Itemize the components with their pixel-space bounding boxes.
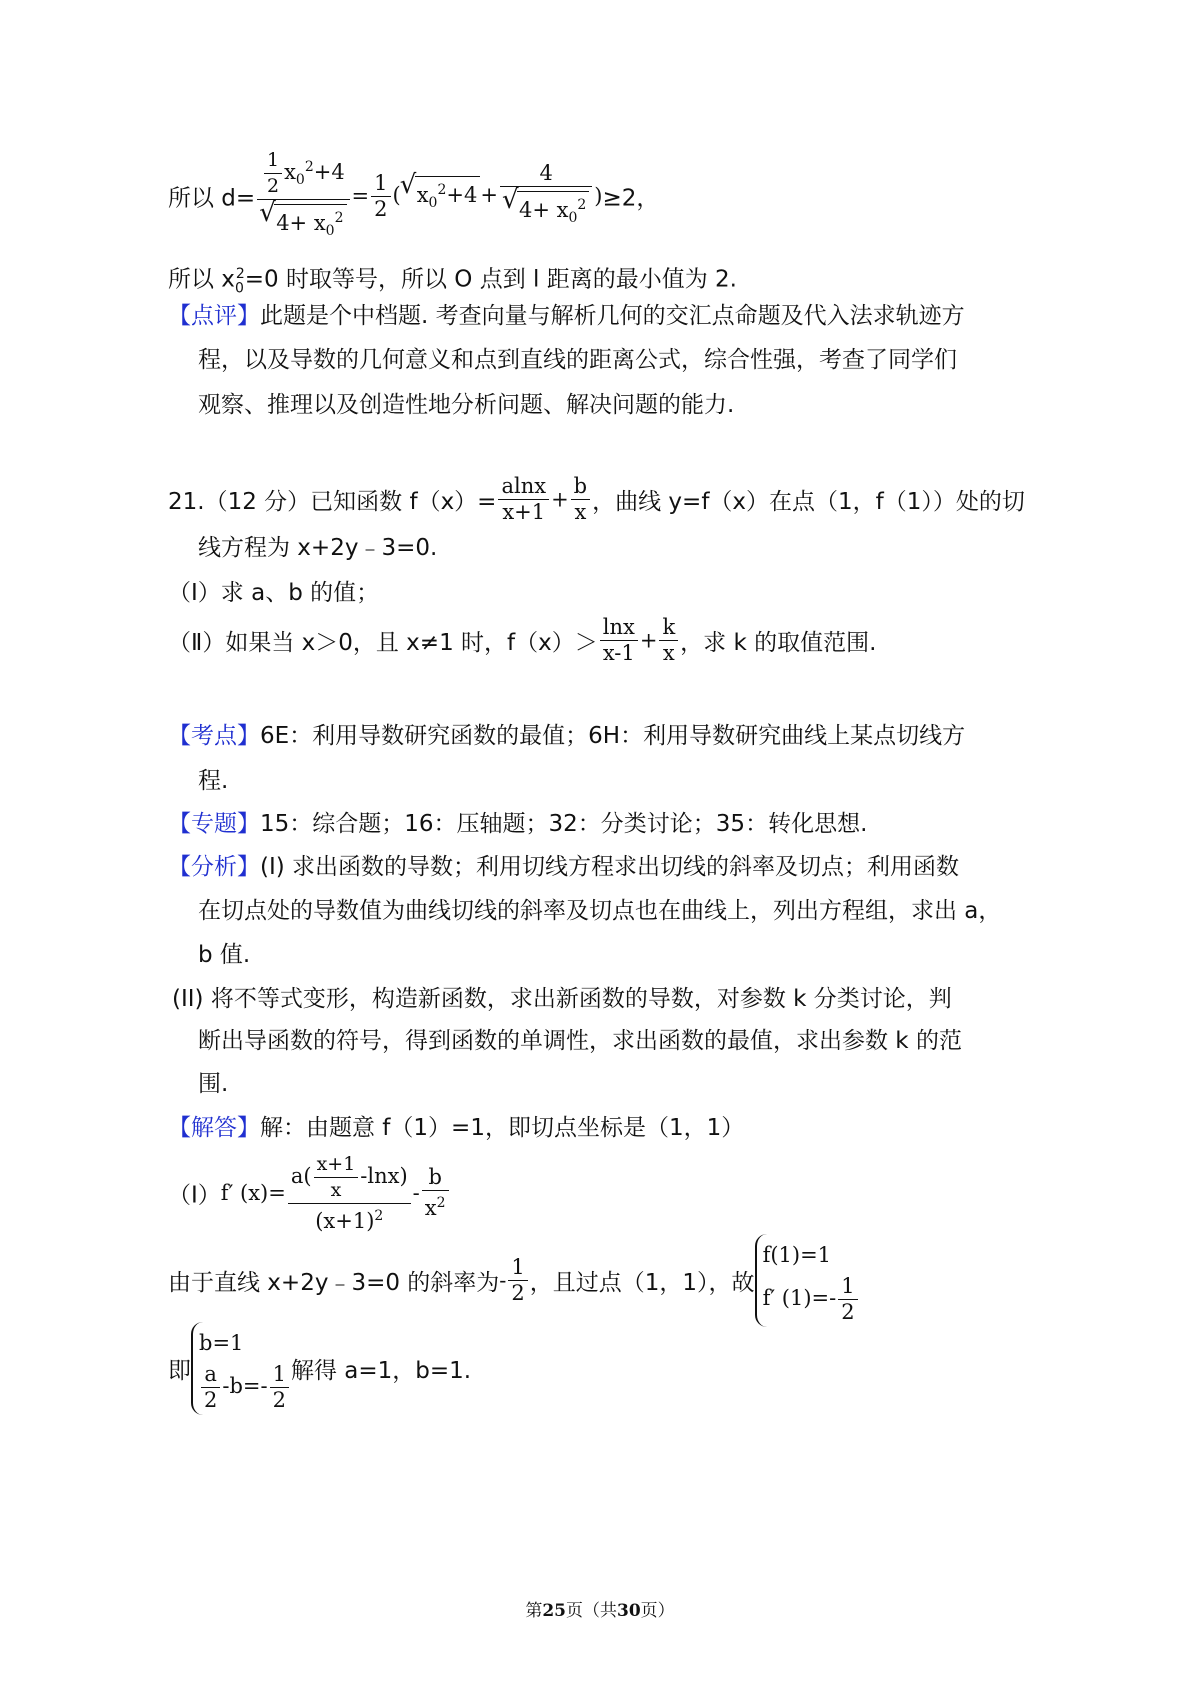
question-21: 21.（12 分）已知函数 f（x）= $\frac{alnx}{x+1}$ + $\frac{b}{x}$ ，曲线 y=f（x）在点（1，f（1））处的切 bbox=[168, 474, 1025, 524]
review-line-1: 【点评】此题是个中档题. 考查向量与解析几何的交汇点命题及代入法求轨迹方 bbox=[168, 303, 965, 329]
fenxi-line-2: 在切点处的导数值为曲线切线的斜率及切点也在曲线上，列出方程组，求出 a， bbox=[198, 898, 1002, 924]
fenxi-tag: 【分析】 bbox=[168, 854, 260, 880]
review-line-3: 观察、推理以及创造性地分析问题、解决问题的能力. bbox=[198, 392, 735, 418]
jieda-line: 【解答】解：由题意 f（1）=1，即切点坐标是（1，1） bbox=[168, 1115, 745, 1141]
question-21-part-2: （Ⅱ）如果当 x＞0，且 x≠1 时，f（x）＞ $\frac{\ln x}{x-1}$ + $\frac{k}{x}$ ，求 k 的取值范围. bbox=[168, 615, 877, 665]
min-distance-line: 所以 $x_0^2=0$ 时取等号，所以 O 点到 l 距离的最小值为 2. bbox=[168, 266, 737, 297]
rad-sqrt: √ $x_0^2+4$ bbox=[415, 176, 481, 216]
jieda-tag: 【解答】 bbox=[168, 1115, 260, 1141]
fenxi-line-1: 【分析】(I) 求出函数的导数；利用切线方程求出切线的斜率及切点；利用函数 bbox=[168, 854, 960, 880]
derivative-equation: （Ⅰ）f′ (x)= a( $\frac{x+1}{x}$ -lnx) $(x+1)^2$ - $\frac{b}{x^2}$ bbox=[168, 1152, 451, 1234]
kaodian-line-1: 【考点】6E：利用导数研究函数的最值；6H：利用导数研究曲线上某点切线方 bbox=[168, 723, 966, 749]
distance-fraction: $\frac{1}{2}$ $x_0^2+4$ √ $4+ x_0^2$ bbox=[257, 148, 349, 244]
kaodian-line-2: 程. bbox=[198, 768, 229, 794]
page-footer: 第25页（共30页） bbox=[525, 1601, 675, 1621]
fenxi-line-4: (II) 将不等式变形，构造新函数，求出新函数的导数，对参数 k 分类讨论，判 bbox=[172, 986, 952, 1012]
page-number: 25 bbox=[542, 1601, 566, 1621]
question-21-line-2: 线方程为 x+2y﹣3=0. bbox=[198, 535, 438, 561]
question-21-part-1: （Ⅰ）求 a、b 的值； bbox=[168, 580, 380, 606]
fenxi-line-6: 围. bbox=[198, 1071, 229, 1097]
solve-line: 即 b=1 $\frac{a}{2}$ -b=- $\frac{1}{2}$ 解得 a=1，b=1. bbox=[168, 1322, 471, 1415]
page-total: 30 bbox=[617, 1601, 641, 1621]
equation-system: f(1)=1 f′ (1)=- $\frac{1}{2}$ bbox=[755, 1234, 860, 1327]
fenxi-line-3: b 值. bbox=[198, 942, 251, 968]
solve-system: b=1 $\frac{a}{2}$ -b=- $\frac{1}{2}$ bbox=[191, 1322, 291, 1415]
half-fraction: $\frac{1}{2}$ bbox=[371, 171, 390, 222]
kaodian-tag: 【考点】 bbox=[168, 723, 260, 749]
derivative-fraction: a( $\frac{x+1}{x}$ -lnx) $(x+1)^2$ bbox=[288, 1152, 411, 1234]
eq-prefix: 所以 d= bbox=[168, 185, 256, 212]
zhuanti-tag: 【专题】 bbox=[168, 811, 260, 837]
fenxi-line-5: 断出导函数的符号，得到函数的单调性，求出函数的最值，求出参数 k 的范 bbox=[198, 1028, 962, 1054]
den-sqrt: √ $4+ x_0^2$ bbox=[274, 204, 346, 244]
distance-equation: 所以 d= $\frac{1}{2}$ $x_0^2+4$ √ $4+ x_0^2$ = $\frac{1}{2}$ (√ $x_0^2+4$ + 4 √ $4+ x_0^2$ )≥2， bbox=[168, 148, 659, 244]
review-line-2: 程，以及导数的几何意义和点到直线的距离公式，综合性强，考查了同学们 bbox=[198, 347, 957, 373]
review-tag: 【点评】 bbox=[168, 303, 260, 329]
slope-line: 由于直线 x+2y﹣3=0 的斜率为- $\frac{1}{2}$ ，且过点（1，1），故 f(1)=1 f′ (1)=- $\frac{1}{2}$ bbox=[168, 1234, 860, 1327]
second-fraction: 4 √ $4+ x_0^2$ bbox=[500, 161, 592, 231]
zhuanti-line: 【专题】15：综合题；16：压轴题；32：分类讨论；35：转化思想. bbox=[168, 811, 868, 837]
